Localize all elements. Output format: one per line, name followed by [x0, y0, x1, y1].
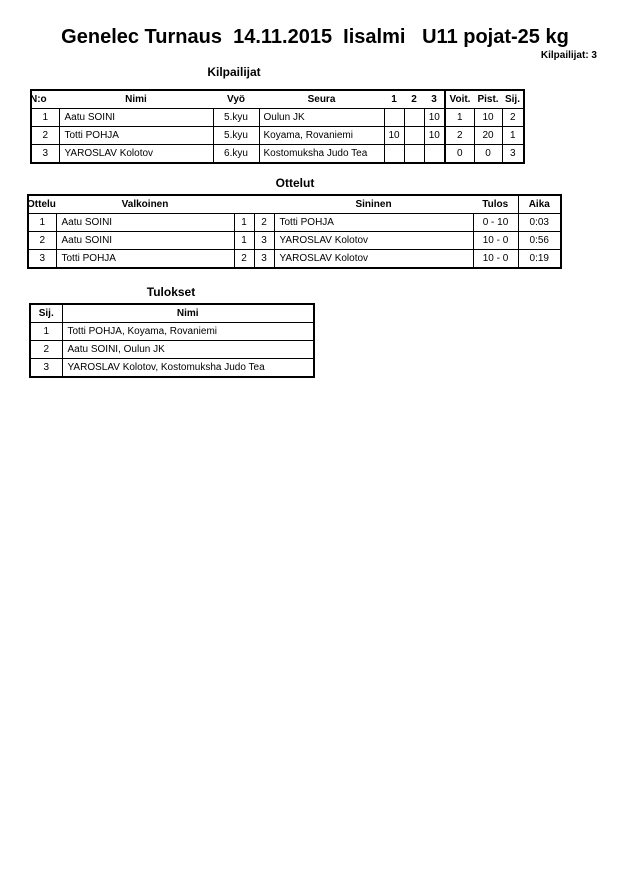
cell-nimi: YAROSLAV Kolotov — [59, 145, 213, 164]
cell-seura: Oulun JK — [259, 109, 384, 127]
cell-aika: 0:19 — [518, 250, 561, 269]
col-sij: Sij. — [502, 90, 524, 109]
cell-blue-number: 3 — [254, 250, 274, 269]
col-round-1: 1 — [384, 90, 404, 109]
col-sij: Sij. — [30, 304, 62, 323]
col-ottelu: Ottelu — [28, 195, 56, 214]
ottelut-table — [27, 194, 562, 269]
cell-valkoinen: Aatu SOINI — [56, 214, 234, 232]
col-pist: Pist. — [474, 90, 502, 109]
col-vyo: Vyö — [213, 90, 259, 109]
col-valkoinen: Valkoinen — [56, 195, 234, 214]
col-sininen: Sininen — [274, 195, 473, 214]
cell-pist: 10 — [474, 109, 502, 127]
cell-blue-number: 2 — [254, 214, 274, 232]
cell-pist: 0 — [474, 145, 502, 164]
table-row — [28, 250, 561, 269]
cell-nimi: Aatu SOINI, Oulun JK — [62, 341, 314, 359]
cell-valkoinen: Aatu SOINI — [56, 232, 234, 250]
col-voit: Voit. — [445, 90, 474, 109]
competitor-count-label: Kilpailijat: 3 — [540, 50, 597, 61]
table-row — [31, 127, 524, 145]
cell-tulos: 10 - 0 — [473, 232, 518, 250]
cell-match-no: 3 — [28, 250, 56, 269]
cell-round-1 — [384, 145, 404, 164]
col-no: N:o — [31, 90, 59, 109]
table-row — [28, 214, 561, 232]
cell-nimi: Aatu SOINI — [59, 109, 213, 127]
cell-white-number: 2 — [234, 250, 254, 269]
cell-blue-number: 3 — [254, 232, 274, 250]
cell-valkoinen: Totti POHJA — [56, 250, 234, 269]
cell-no: 2 — [31, 127, 59, 145]
cell-sij: 3 — [502, 145, 524, 164]
table-row — [30, 323, 314, 341]
cell-sij: 2 — [30, 341, 62, 359]
cell-sininen: Totti POHJA — [274, 214, 473, 232]
col-seura: Seura — [259, 90, 384, 109]
cell-no: 1 — [31, 109, 59, 127]
col-blue-number — [254, 195, 274, 214]
section-heading-tulokset: Tulokset — [146, 285, 196, 299]
cell-sininen: YAROSLAV Kolotov — [274, 232, 473, 250]
cell-tulos: 0 - 10 — [473, 214, 518, 232]
cell-white-number: 1 — [234, 232, 254, 250]
cell-round-2 — [404, 145, 424, 164]
cell-pist: 20 — [474, 127, 502, 145]
cell-match-no: 1 — [28, 214, 56, 232]
cell-vyo: 6.kyu — [213, 145, 259, 164]
col-aika: Aika — [518, 195, 561, 214]
col-round-2: 2 — [404, 90, 424, 109]
cell-white-number: 1 — [234, 214, 254, 232]
cell-sij: 1 — [502, 127, 524, 145]
cell-round-2 — [404, 127, 424, 145]
page-title: Genelec Turnaus 14.11.2015 Iisalmi U11 pojat-25 kg — [61, 26, 569, 48]
table-row — [31, 145, 524, 164]
table-row — [30, 359, 314, 378]
cell-sij: 3 — [30, 359, 62, 378]
col-nimi: Nimi — [62, 304, 314, 323]
col-tulos: Tulos — [473, 195, 518, 214]
cell-no: 3 — [31, 145, 59, 164]
section-heading-kilpailijat: Kilpailijat — [207, 65, 261, 79]
cell-round-1: 10 — [384, 127, 404, 145]
cell-sij: 1 — [30, 323, 62, 341]
cell-vyo: 5.kyu — [213, 127, 259, 145]
cell-match-no: 2 — [28, 232, 56, 250]
tulokset-header-row — [30, 304, 314, 323]
col-round-3: 3 — [424, 90, 445, 109]
cell-voit: 1 — [445, 109, 474, 127]
section-heading-ottelut: Ottelut — [275, 176, 315, 190]
kilpailijat-table — [30, 89, 525, 164]
table-row — [30, 341, 314, 359]
ottelut-header-row — [28, 195, 561, 214]
cell-sininen: YAROSLAV Kolotov — [274, 250, 473, 269]
cell-round-3: 10 — [424, 127, 445, 145]
cell-sij: 2 — [502, 109, 524, 127]
cell-voit: 2 — [445, 127, 474, 145]
cell-nimi: Totti POHJA, Koyama, Rovaniemi — [62, 323, 314, 341]
cell-voit: 0 — [445, 145, 474, 164]
cell-aika: 0:56 — [518, 232, 561, 250]
cell-round-1 — [384, 109, 404, 127]
cell-nimi: YAROSLAV Kolotov, Kostomuksha Judo Tea — [62, 359, 314, 378]
cell-seura: Koyama, Rovaniemi — [259, 127, 384, 145]
cell-round-3: 10 — [424, 109, 445, 127]
col-white-number — [234, 195, 254, 214]
tulokset-table — [29, 303, 315, 378]
kilpailijat-header-row — [31, 90, 524, 109]
cell-round-3 — [424, 145, 445, 164]
table-row — [28, 232, 561, 250]
cell-nimi: Totti POHJA — [59, 127, 213, 145]
cell-aika: 0:03 — [518, 214, 561, 232]
cell-round-2 — [404, 109, 424, 127]
cell-tulos: 10 - 0 — [473, 250, 518, 269]
table-row — [31, 109, 524, 127]
cell-vyo: 5.kyu — [213, 109, 259, 127]
col-nimi: Nimi — [59, 90, 213, 109]
cell-seura: Kostomuksha Judo Tea — [259, 145, 384, 164]
